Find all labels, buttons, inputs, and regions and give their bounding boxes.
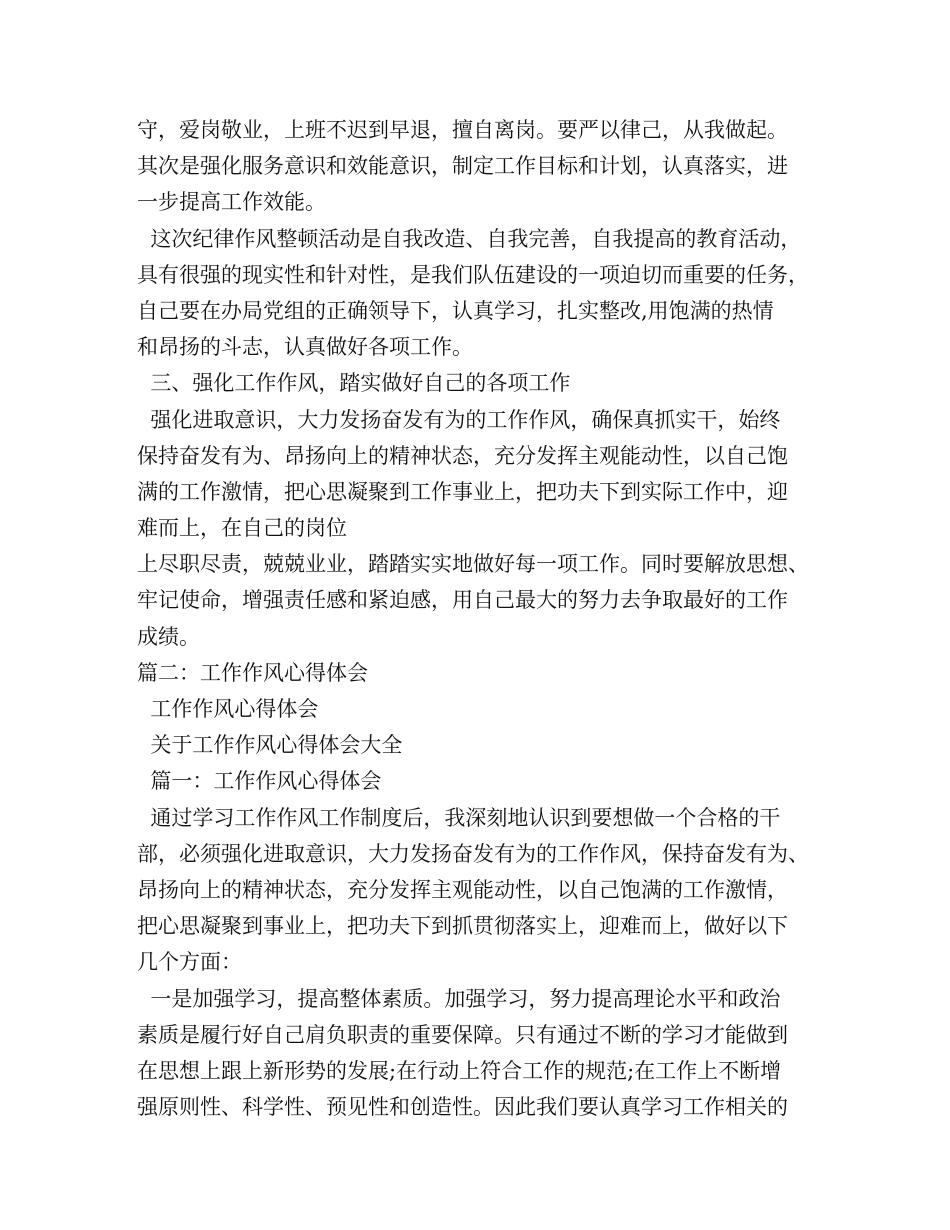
section-heading: 关于工作作风心得体会大全 [137, 733, 403, 758]
text-line: 满的工作激情，把心思凝聚到工作事业上，把功夫下到实际工作中，迎 [137, 479, 788, 504]
section-heading: 篇二：工作作风心得体会 [137, 660, 368, 685]
text-line: 部，必须强化进取意识，大力发扬奋发有为的工作作风，保持奋发有为、 [137, 841, 809, 866]
text-line: 通过学习工作作风工作制度后，我深刻地认识到要想做一个合格的干 [137, 805, 781, 830]
text-line: 一步提高工作效能。 [137, 190, 326, 215]
text-line: 一是加强学习，提高整体素质。加强学习，努力提高理论水平和政治 [137, 986, 781, 1011]
text-line: 素质是履行好自己肩负职责的重要保障。只有通过不断的学习才能做到 [137, 1022, 788, 1047]
text-line: 守，爱岗敬业，上班不迟到早退，擅自离岗。要严以律己，从我做起。 [137, 118, 788, 142]
text-line: 这次纪律作风整顿活动是自我改造、自我完善，自我提高的教育活动， [137, 226, 802, 251]
text-line: 强原则性、科学性、预见性和创造性。因此我们要认真学习工作相关的 [137, 1095, 788, 1120]
section-heading: 工作作风心得体会 [137, 697, 319, 721]
text-line: 牢记使命，增强责任感和紧迫感，用自己最大的努力去争取最好的工作 [137, 588, 788, 613]
text-line: 自己要在办局党组的正确领导下，认真学习，扎实整改,用饱满的热情 [137, 298, 774, 323]
text-line: 其次是强化服务意识和效能意识，制定工作目标和计划，认真落实，进 [137, 154, 788, 179]
text-line: 强化进取意识，大力发扬奋发有为的工作作风，确保真抓实干，始终 [137, 407, 781, 432]
text-line: 和昂扬的斗志，认真做好各项工作。 [137, 335, 473, 360]
text-line: 具有很强的现实性和针对性，是我们队伍建设的一项迫切而重要的任务， [137, 262, 809, 287]
text-line: 上尽职尽责，兢兢业业，踏踏实实地做好每一项工作。同时要解放思想、 [137, 552, 809, 577]
text-line: 保持奋发有为、昂扬向上的精神状态，充分发挥主观能动性，以自己饱 [137, 443, 788, 468]
text-line: 昂扬向上的精神状态，充分发挥主观能动性，以自己饱满的工作激情， [137, 877, 788, 902]
section-heading: 三、强化工作作风，踏实做好自己的各项工作 [137, 371, 571, 396]
text-line: 成绩。 [137, 624, 200, 649]
text-line: 几个方面： [137, 950, 242, 975]
text-line: 把心思凝聚到事业上，把功夫下到抓贯彻落实上，迎难而上，做好以下 [137, 914, 788, 939]
document-body [137, 112, 837, 1125]
text-line: 在思想上跟上新形势的发展;在行动上符合工作的规范;在工作上不断增 [137, 1058, 782, 1083]
section-heading: 篇一：工作作风心得体会 [137, 769, 382, 794]
text-line: 难而上，在自己的岗位 [137, 516, 347, 541]
